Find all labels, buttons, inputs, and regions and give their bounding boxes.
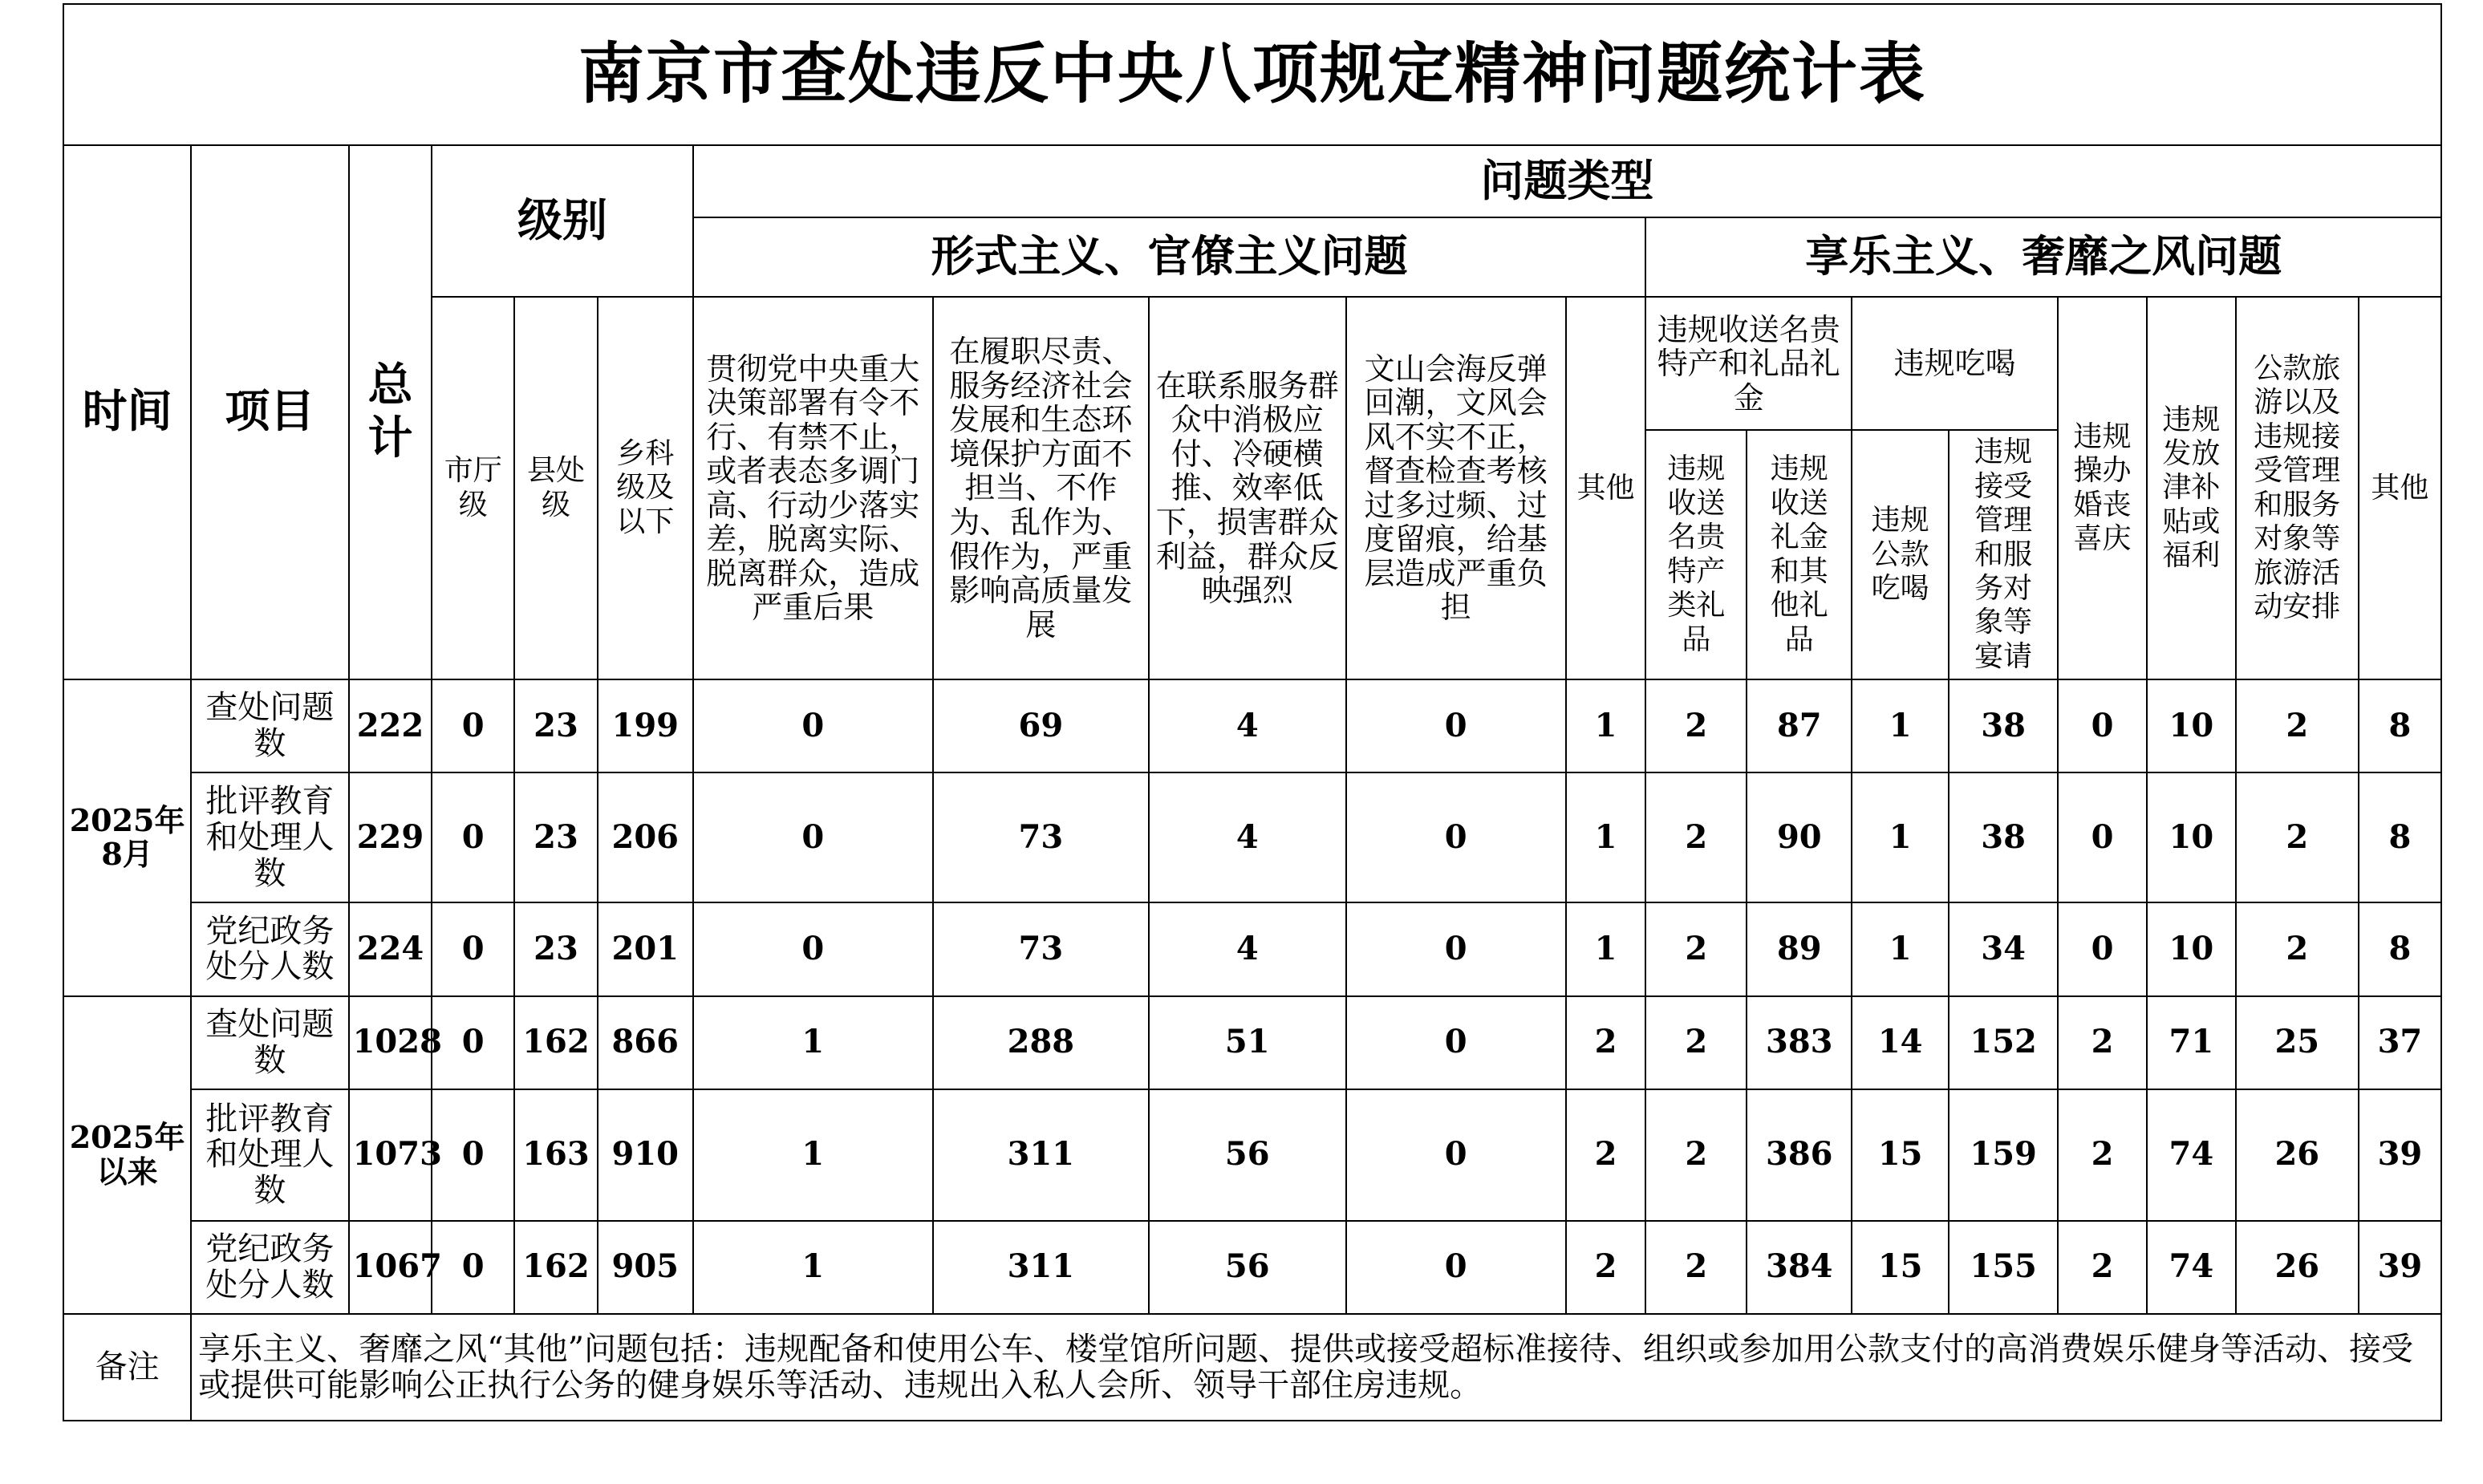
header-gifts-specialty: 违规收送名贵特产类礼品 [1645,430,1747,679]
value-cell: 2 [2236,772,2359,902]
value-cell: 311 [933,1089,1149,1221]
header-level-city: 市厅级 [432,297,514,679]
value-cell: 0 [432,1089,514,1221]
value-cell: 38 [1949,772,2058,902]
header-time: 时间 [63,145,191,679]
value-cell: 2 [2058,996,2147,1089]
row-item: 党纪政务处分人数 [191,902,348,995]
remark-text: 享乐主义、奢靡之风“其他”问题包括：违规配备和使用公车、楼堂馆所问题、提供或接受超标准接待、组织或参加用公款支付的高消费娱乐健身等活动、接受或提供可能影响公正执行公务的健身娱乐等活动、违规出入私人会所、领导干部住房违规。 [191,1314,2441,1421]
value-cell: 51 [1149,996,1346,1089]
value-cell: 25 [2236,996,2359,1089]
value-cell: 1 [1566,679,1646,772]
header-item: 项目 [191,145,348,679]
value-cell: 56 [1149,1089,1346,1221]
value-cell: 0 [1346,679,1566,772]
value-cell: 2 [1645,1221,1747,1314]
value-cell: 159 [1949,1089,2058,1221]
value-cell: 162 [514,996,598,1089]
value-cell: 39 [2359,1089,2441,1221]
value-cell: 73 [933,902,1149,995]
value-cell: 34 [1949,902,2058,995]
row-item: 查处问题数 [191,996,348,1089]
value-cell: 0 [693,902,933,995]
value-cell: 311 [933,1221,1149,1314]
value-cell: 1 [693,1221,933,1314]
header-dining-group: 违规吃喝 [1852,297,2058,430]
value-cell: 386 [1747,1089,1852,1221]
value-cell: 2 [1645,902,1747,995]
time-cell: 2025年8月 [63,679,191,995]
value-cell: 1 [1852,679,1949,772]
row-item: 查处问题数 [191,679,348,772]
value-cell: 0 [1346,1089,1566,1221]
header-hedonism-other: 其他 [2359,297,2441,679]
value-cell: 152 [1949,996,2058,1089]
table-title: 南京市查处违反中央八项规定精神问题统计表 [63,4,2441,145]
value-cell: 1073 [349,1089,432,1221]
header-weddings-funerals: 违规操办婚丧喜庆 [2058,297,2147,679]
value-cell: 10 [2147,772,2236,902]
value-cell: 0 [2058,902,2147,995]
value-cell: 2 [2058,1221,2147,1314]
header-formalism-decisions: 贯彻党中央重大决策部署有令不行、有禁不止，或者表态多调门高、行动少落实差，脱离实际、脱离群众，造成严重后果 [693,297,933,679]
value-cell: 163 [514,1089,598,1221]
value-cell: 199 [598,679,693,772]
header-tourism: 公款旅游以及违规接受管理和服务对象等旅游活动安排 [2236,297,2359,679]
value-cell: 1 [1566,902,1646,995]
value-cell: 8 [2359,679,2441,772]
value-cell: 23 [514,679,598,772]
value-cell: 0 [1346,772,1566,902]
header-level-group: 级别 [432,145,692,297]
value-cell: 162 [514,1221,598,1314]
value-cell: 384 [1747,1221,1852,1314]
value-cell: 201 [598,902,693,995]
value-cell: 4 [1149,902,1346,995]
value-cell: 0 [693,772,933,902]
value-cell: 15 [1852,1221,1949,1314]
value-cell: 224 [349,902,432,995]
value-cell: 155 [1949,1221,2058,1314]
value-cell: 2 [1645,772,1747,902]
value-cell: 0 [432,1221,514,1314]
value-cell: 2 [1645,996,1747,1089]
value-cell: 74 [2147,1221,2236,1314]
value-cell: 1 [693,1089,933,1221]
value-cell: 10 [2147,679,2236,772]
value-cell: 0 [432,679,514,772]
value-cell: 4 [1149,679,1346,772]
header-total: 总计 [349,145,432,679]
statistics-table [63,3,2442,1421]
header-gifts-group: 违规收送名贵特产和礼品礼金 [1645,297,1852,430]
value-cell: 26 [2236,1089,2359,1221]
value-cell: 26 [2236,1221,2359,1314]
value-cell: 2 [2236,902,2359,995]
value-cell: 23 [514,902,598,995]
value-cell: 2 [1566,996,1646,1089]
value-cell: 0 [432,902,514,995]
value-cell: 0 [432,772,514,902]
header-hedonism-group: 享乐主义、奢靡之风问题 [1645,217,2441,298]
value-cell: 0 [1346,1221,1566,1314]
header-dining-banquet: 违规接受管理和服务对象等宴请 [1949,430,2058,679]
value-cell: 87 [1747,679,1852,772]
header-dining-public: 违规公款吃喝 [1852,430,1949,679]
value-cell: 2 [1645,679,1747,772]
value-cell: 8 [2359,902,2441,995]
row-item: 批评教育和处理人数 [191,1089,348,1221]
header-gifts-cash: 违规收送礼金和其他礼品 [1747,430,1852,679]
header-level-township: 乡科级及以下 [598,297,693,679]
value-cell: 4 [1149,772,1346,902]
value-cell: 1028 [349,996,432,1089]
value-cell: 0 [1346,996,1566,1089]
header-formalism-meetings: 文山会海反弹回潮，文风会风不实不正，督查检查考核过多过频、过度留痕，给基层造成严重负担 [1346,297,1566,679]
value-cell: 0 [1346,902,1566,995]
value-cell: 206 [598,772,693,902]
time-cell: 2025年以来 [63,996,191,1315]
row-item: 批评教育和处理人数 [191,772,348,902]
value-cell: 39 [2359,1221,2441,1314]
value-cell: 383 [1747,996,1852,1089]
value-cell: 8 [2359,772,2441,902]
value-cell: 74 [2147,1089,2236,1221]
value-cell: 38 [1949,679,2058,772]
value-cell: 910 [598,1089,693,1221]
value-cell: 0 [432,996,514,1089]
value-cell: 1067 [349,1221,432,1314]
value-cell: 0 [2058,679,2147,772]
value-cell: 89 [1747,902,1852,995]
value-cell: 288 [933,996,1149,1089]
header-formalism-duties: 在履职尽责、服务经济社会发展和生态环境保护方面不担当、不作为、乱作为、假作为，严重影响高质量发展 [933,297,1149,679]
value-cell: 1 [1852,902,1949,995]
value-cell: 866 [598,996,693,1089]
header-formalism-other: 其他 [1566,297,1646,679]
value-cell: 0 [693,679,933,772]
header-formalism-service: 在联系服务群众中消极应付、冷硬横推、效率低下，损害群众利益，群众反映强烈 [1149,297,1346,679]
value-cell: 2 [1566,1089,1646,1221]
value-cell: 15 [1852,1089,1949,1221]
header-formalism-group: 形式主义、官僚主义问题 [693,217,1646,298]
header-problem-type: 问题类型 [693,145,2441,217]
value-cell: 37 [2359,996,2441,1089]
value-cell: 1 [693,996,933,1089]
value-cell: 71 [2147,996,2236,1089]
value-cell: 2 [2058,1089,2147,1221]
value-cell: 14 [1852,996,1949,1089]
value-cell: 222 [349,679,432,772]
value-cell: 56 [1149,1221,1346,1314]
value-cell: 2 [1645,1089,1747,1221]
value-cell: 69 [933,679,1149,772]
value-cell: 73 [933,772,1149,902]
value-cell: 905 [598,1221,693,1314]
header-level-county: 县处级 [514,297,598,679]
value-cell: 2 [2236,679,2359,772]
header-subsidies: 违规发放津补贴或福利 [2147,297,2236,679]
value-cell: 0 [2058,772,2147,902]
value-cell: 2 [1566,1221,1646,1314]
value-cell: 10 [2147,902,2236,995]
value-cell: 23 [514,772,598,902]
value-cell: 229 [349,772,432,902]
row-item: 党纪政务处分人数 [191,1221,348,1314]
value-cell: 90 [1747,772,1852,902]
value-cell: 1 [1566,772,1646,902]
remark-label: 备注 [63,1314,191,1421]
value-cell: 1 [1852,772,1949,902]
